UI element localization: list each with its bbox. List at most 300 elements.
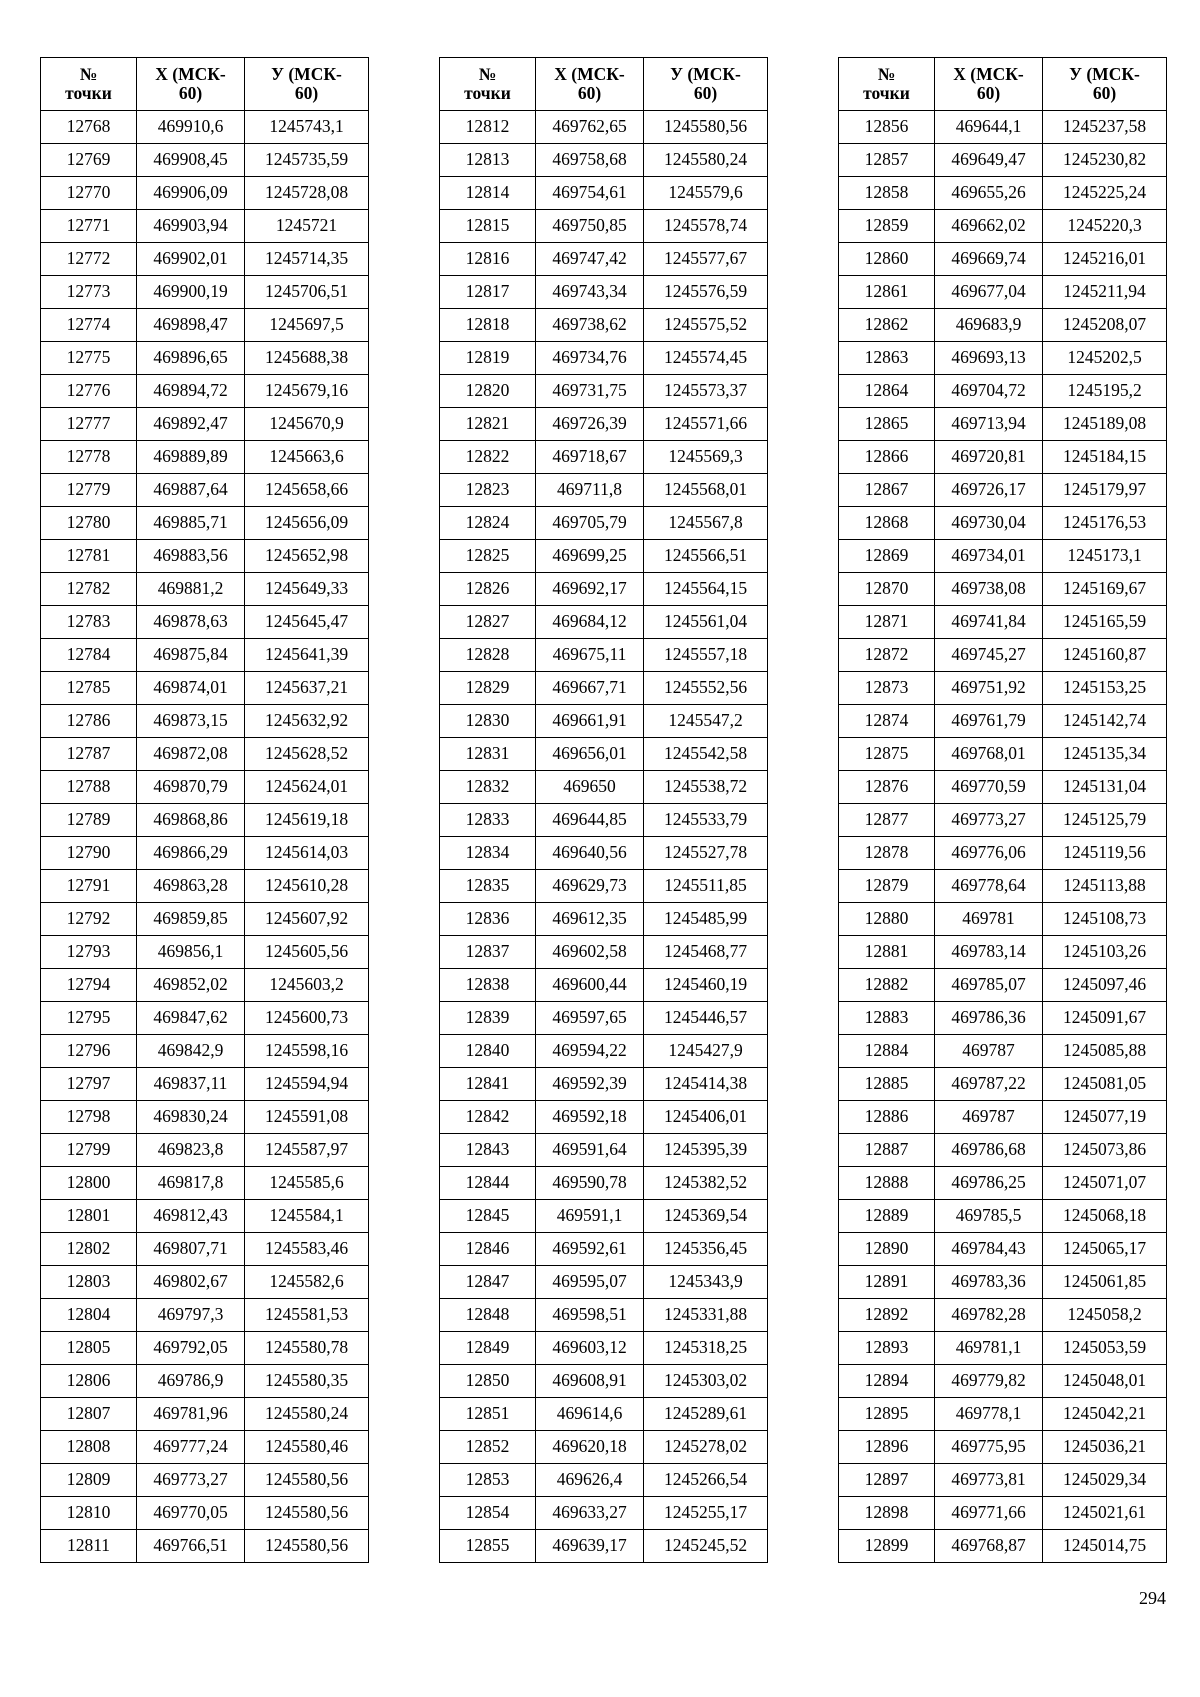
point-number-cell: 12835 bbox=[440, 870, 536, 903]
point-number-cell: 12801 bbox=[41, 1200, 137, 1233]
table-row bbox=[41, 342, 369, 375]
x-coordinate-cell: 469655,26 bbox=[935, 177, 1043, 210]
y-coordinate-cell: 1245582,6 bbox=[245, 1266, 369, 1299]
point-number-cell: 12831 bbox=[440, 738, 536, 771]
point-number-cell: 12862 bbox=[839, 309, 935, 342]
x-coordinate-cell: 469738,62 bbox=[536, 309, 644, 342]
point-number-cell: 12825 bbox=[440, 540, 536, 573]
y-coordinate-cell: 1245237,58 bbox=[1043, 111, 1167, 144]
point-number-cell: 12855 bbox=[440, 1530, 536, 1563]
y-coordinate-cell: 1245179,97 bbox=[1043, 474, 1167, 507]
table-row bbox=[839, 1299, 1167, 1332]
y-coordinate-cell: 1245527,78 bbox=[644, 837, 768, 870]
x-coordinate-cell: 469910,6 bbox=[137, 111, 245, 144]
point-number-cell: 12769 bbox=[41, 144, 137, 177]
point-number-cell: 12897 bbox=[839, 1464, 935, 1497]
y-coordinate-cell: 1245125,79 bbox=[1043, 804, 1167, 837]
point-number-cell: 12844 bbox=[440, 1167, 536, 1200]
x-coordinate-cell: 469883,56 bbox=[137, 540, 245, 573]
point-number-cell: 12832 bbox=[440, 771, 536, 804]
table-row bbox=[41, 705, 369, 738]
point-number-cell: 12864 bbox=[839, 375, 935, 408]
x-coordinate-cell: 469775,95 bbox=[935, 1431, 1043, 1464]
y-coordinate-cell: 1245697,5 bbox=[245, 309, 369, 342]
point-number-cell: 12773 bbox=[41, 276, 137, 309]
y-coordinate-cell: 1245577,67 bbox=[644, 243, 768, 276]
y-coordinate-cell: 1245173,1 bbox=[1043, 540, 1167, 573]
x-coordinate-cell: 469786,36 bbox=[935, 1002, 1043, 1035]
table-row bbox=[839, 1035, 1167, 1068]
x-coordinate-cell: 469807,71 bbox=[137, 1233, 245, 1266]
y-coordinate-cell: 1245091,67 bbox=[1043, 1002, 1167, 1035]
table-row bbox=[839, 804, 1167, 837]
point-number-cell: 12879 bbox=[839, 870, 935, 903]
table-row bbox=[440, 837, 768, 870]
y-coordinate-cell: 1245542,58 bbox=[644, 738, 768, 771]
point-number-cell: 12790 bbox=[41, 837, 137, 870]
table-row bbox=[41, 936, 369, 969]
point-number-cell: 12882 bbox=[839, 969, 935, 1002]
x-coordinate-cell: 469656,01 bbox=[536, 738, 644, 771]
y-coordinate-cell: 1245552,56 bbox=[644, 672, 768, 705]
y-coordinate-cell: 1245567,8 bbox=[644, 507, 768, 540]
y-coordinate-cell: 1245670,9 bbox=[245, 408, 369, 441]
x-coordinate-cell: 469776,06 bbox=[935, 837, 1043, 870]
y-coordinate-cell: 1245065,17 bbox=[1043, 1233, 1167, 1266]
x-coordinate-cell: 469602,58 bbox=[536, 936, 644, 969]
y-coordinate-cell: 1245278,02 bbox=[644, 1431, 768, 1464]
point-number-cell: 12785 bbox=[41, 672, 137, 705]
table-row bbox=[41, 1365, 369, 1398]
point-number-cell: 12772 bbox=[41, 243, 137, 276]
table-row bbox=[41, 1101, 369, 1134]
x-coordinate-cell: 469734,76 bbox=[536, 342, 644, 375]
table-row bbox=[41, 309, 369, 342]
x-coordinate-cell: 469802,67 bbox=[137, 1266, 245, 1299]
x-coordinate-cell: 469785,07 bbox=[935, 969, 1043, 1002]
x-coordinate-cell: 469781 bbox=[935, 903, 1043, 936]
y-coordinate-cell: 1245571,66 bbox=[644, 408, 768, 441]
point-number-cell: 12890 bbox=[839, 1233, 935, 1266]
y-coordinate-cell: 1245580,35 bbox=[245, 1365, 369, 1398]
y-coordinate-cell: 1245652,98 bbox=[245, 540, 369, 573]
point-number-cell: 12813 bbox=[440, 144, 536, 177]
point-number-cell: 12841 bbox=[440, 1068, 536, 1101]
table-row bbox=[440, 1002, 768, 1035]
y-coordinate-cell: 1245184,15 bbox=[1043, 441, 1167, 474]
point-number-cell: 12774 bbox=[41, 309, 137, 342]
table-row bbox=[440, 1398, 768, 1431]
point-number-cell: 12830 bbox=[440, 705, 536, 738]
x-coordinate-cell: 469885,71 bbox=[137, 507, 245, 540]
y-coordinate-cell: 1245036,21 bbox=[1043, 1431, 1167, 1464]
x-coordinate-cell: 469718,67 bbox=[536, 441, 644, 474]
table-row bbox=[440, 705, 768, 738]
table-row bbox=[440, 1167, 768, 1200]
y-coordinate-cell: 1245202,5 bbox=[1043, 342, 1167, 375]
y-coordinate-cell: 1245587,97 bbox=[245, 1134, 369, 1167]
x-coordinate-cell: 469782,28 bbox=[935, 1299, 1043, 1332]
x-coordinate-cell: 469726,17 bbox=[935, 474, 1043, 507]
y-coordinate-cell: 1245663,6 bbox=[245, 441, 369, 474]
y-coordinate-cell: 1245580,56 bbox=[245, 1497, 369, 1530]
point-number-cell: 12829 bbox=[440, 672, 536, 705]
table-row bbox=[839, 1332, 1167, 1365]
y-coordinate-cell: 1245578,74 bbox=[644, 210, 768, 243]
table-row bbox=[41, 837, 369, 870]
y-coordinate-cell: 1245706,51 bbox=[245, 276, 369, 309]
table-row bbox=[440, 804, 768, 837]
point-number-cell: 12867 bbox=[839, 474, 935, 507]
point-number-cell: 12800 bbox=[41, 1167, 137, 1200]
column-header-point-number: № точки bbox=[41, 58, 137, 111]
table-row bbox=[41, 870, 369, 903]
y-coordinate-cell: 1245230,82 bbox=[1043, 144, 1167, 177]
x-coordinate-cell: 469612,35 bbox=[536, 903, 644, 936]
table-row bbox=[839, 1431, 1167, 1464]
table-row bbox=[440, 1530, 768, 1563]
point-number-cell: 12789 bbox=[41, 804, 137, 837]
x-coordinate-cell: 469745,27 bbox=[935, 639, 1043, 672]
table-row bbox=[440, 540, 768, 573]
y-coordinate-cell: 1245189,08 bbox=[1043, 408, 1167, 441]
y-coordinate-cell: 1245561,04 bbox=[644, 606, 768, 639]
x-coordinate-cell: 469661,91 bbox=[536, 705, 644, 738]
point-number-cell: 12870 bbox=[839, 573, 935, 606]
point-number-cell: 12856 bbox=[839, 111, 935, 144]
y-coordinate-cell: 1245575,52 bbox=[644, 309, 768, 342]
x-coordinate-cell: 469894,72 bbox=[137, 375, 245, 408]
point-number-cell: 12816 bbox=[440, 243, 536, 276]
y-coordinate-cell: 1245533,79 bbox=[644, 804, 768, 837]
x-coordinate-cell: 469770,59 bbox=[935, 771, 1043, 804]
x-coordinate-cell: 469677,04 bbox=[935, 276, 1043, 309]
table-row bbox=[440, 672, 768, 705]
x-coordinate-cell: 469743,34 bbox=[536, 276, 644, 309]
y-coordinate-cell: 1245624,01 bbox=[245, 771, 369, 804]
point-number-cell: 12887 bbox=[839, 1134, 935, 1167]
point-number-cell: 12782 bbox=[41, 573, 137, 606]
table-row bbox=[839, 1167, 1167, 1200]
y-coordinate-cell: 1245225,24 bbox=[1043, 177, 1167, 210]
table-row bbox=[440, 771, 768, 804]
table-row bbox=[839, 540, 1167, 573]
y-coordinate-cell: 1245594,94 bbox=[245, 1068, 369, 1101]
table-row bbox=[440, 1497, 768, 1530]
point-number-cell: 12798 bbox=[41, 1101, 137, 1134]
x-coordinate-cell: 469590,78 bbox=[536, 1167, 644, 1200]
x-coordinate-cell: 469786,68 bbox=[935, 1134, 1043, 1167]
y-coordinate-cell: 1245658,66 bbox=[245, 474, 369, 507]
x-coordinate-cell: 469592,61 bbox=[536, 1233, 644, 1266]
x-coordinate-cell: 469868,86 bbox=[137, 804, 245, 837]
y-coordinate-cell: 1245085,88 bbox=[1043, 1035, 1167, 1068]
x-coordinate-cell: 469866,29 bbox=[137, 837, 245, 870]
table-row bbox=[41, 771, 369, 804]
table-row bbox=[41, 1200, 369, 1233]
x-coordinate-cell: 469830,24 bbox=[137, 1101, 245, 1134]
table-row bbox=[839, 342, 1167, 375]
point-number-cell: 12857 bbox=[839, 144, 935, 177]
y-coordinate-cell: 1245266,54 bbox=[644, 1464, 768, 1497]
x-coordinate-cell: 469758,68 bbox=[536, 144, 644, 177]
point-number-cell: 12850 bbox=[440, 1365, 536, 1398]
point-number-cell: 12776 bbox=[41, 375, 137, 408]
x-coordinate-cell: 469812,43 bbox=[137, 1200, 245, 1233]
y-coordinate-cell: 1245637,21 bbox=[245, 672, 369, 705]
table-row bbox=[440, 1431, 768, 1464]
point-number-cell: 12863 bbox=[839, 342, 935, 375]
point-number-cell: 12892 bbox=[839, 1299, 935, 1332]
y-coordinate-cell: 1245053,59 bbox=[1043, 1332, 1167, 1365]
table-row bbox=[839, 1266, 1167, 1299]
table-row bbox=[41, 1068, 369, 1101]
point-number-cell: 12804 bbox=[41, 1299, 137, 1332]
table-row bbox=[41, 1134, 369, 1167]
y-coordinate-cell: 1245303,02 bbox=[644, 1365, 768, 1398]
table-row bbox=[839, 903, 1167, 936]
y-coordinate-cell: 1245714,35 bbox=[245, 243, 369, 276]
y-coordinate-cell: 1245607,92 bbox=[245, 903, 369, 936]
point-number-cell: 12784 bbox=[41, 639, 137, 672]
point-number-cell: 12895 bbox=[839, 1398, 935, 1431]
table-row bbox=[440, 639, 768, 672]
point-number-cell: 12796 bbox=[41, 1035, 137, 1068]
point-number-cell: 12779 bbox=[41, 474, 137, 507]
table-row bbox=[41, 276, 369, 309]
x-coordinate-cell: 469792,05 bbox=[137, 1332, 245, 1365]
y-coordinate-cell: 1245356,45 bbox=[644, 1233, 768, 1266]
y-coordinate-cell: 1245566,51 bbox=[644, 540, 768, 573]
x-coordinate-cell: 469773,27 bbox=[935, 804, 1043, 837]
table-row bbox=[839, 1101, 1167, 1134]
x-coordinate-cell: 469797,3 bbox=[137, 1299, 245, 1332]
table-row bbox=[440, 1299, 768, 1332]
point-number-cell: 12878 bbox=[839, 837, 935, 870]
y-coordinate-cell: 1245153,25 bbox=[1043, 672, 1167, 705]
y-coordinate-cell: 1245061,85 bbox=[1043, 1266, 1167, 1299]
y-coordinate-cell: 1245591,08 bbox=[245, 1101, 369, 1134]
table-row bbox=[839, 507, 1167, 540]
point-number-cell: 12840 bbox=[440, 1035, 536, 1068]
table-row bbox=[440, 1233, 768, 1266]
x-coordinate-cell: 469747,42 bbox=[536, 243, 644, 276]
table-row bbox=[440, 177, 768, 210]
point-number-cell: 12880 bbox=[839, 903, 935, 936]
table-row bbox=[41, 903, 369, 936]
y-coordinate-cell: 1245255,17 bbox=[644, 1497, 768, 1530]
table-row bbox=[440, 1035, 768, 1068]
x-coordinate-cell: 469787,22 bbox=[935, 1068, 1043, 1101]
point-number-cell: 12792 bbox=[41, 903, 137, 936]
x-coordinate-cell: 469730,04 bbox=[935, 507, 1043, 540]
column-header-point-number: № точки bbox=[839, 58, 935, 111]
x-coordinate-cell: 469640,56 bbox=[536, 837, 644, 870]
table-row bbox=[839, 606, 1167, 639]
point-number-cell: 12871 bbox=[839, 606, 935, 639]
x-coordinate-cell: 469892,47 bbox=[137, 408, 245, 441]
x-coordinate-cell: 469591,1 bbox=[536, 1200, 644, 1233]
point-number-cell: 12860 bbox=[839, 243, 935, 276]
table-row bbox=[839, 639, 1167, 672]
x-coordinate-cell: 469856,1 bbox=[137, 936, 245, 969]
y-coordinate-cell: 1245160,87 bbox=[1043, 639, 1167, 672]
x-coordinate-cell: 469649,47 bbox=[935, 144, 1043, 177]
y-coordinate-cell: 1245605,56 bbox=[245, 936, 369, 969]
point-number-cell: 12788 bbox=[41, 771, 137, 804]
point-number-cell: 12845 bbox=[440, 1200, 536, 1233]
point-number-cell: 12868 bbox=[839, 507, 935, 540]
x-coordinate-cell: 469852,02 bbox=[137, 969, 245, 1002]
point-number-cell: 12814 bbox=[440, 177, 536, 210]
y-coordinate-cell: 1245564,15 bbox=[644, 573, 768, 606]
point-number-cell: 12778 bbox=[41, 441, 137, 474]
table-row bbox=[440, 738, 768, 771]
x-coordinate-cell: 469859,85 bbox=[137, 903, 245, 936]
point-number-cell: 12837 bbox=[440, 936, 536, 969]
point-number-cell: 12839 bbox=[440, 1002, 536, 1035]
x-coordinate-cell: 469705,79 bbox=[536, 507, 644, 540]
table-row bbox=[839, 1464, 1167, 1497]
column-header-x-coordinate: Х (МСК- 60) bbox=[935, 58, 1043, 111]
y-coordinate-cell: 1245583,46 bbox=[245, 1233, 369, 1266]
point-number-cell: 12787 bbox=[41, 738, 137, 771]
x-coordinate-cell: 469768,87 bbox=[935, 1530, 1043, 1563]
point-number-cell: 12822 bbox=[440, 441, 536, 474]
table-row bbox=[839, 1134, 1167, 1167]
coordinates-table-1 bbox=[40, 57, 369, 1563]
y-coordinate-cell: 1245568,01 bbox=[644, 474, 768, 507]
y-coordinate-cell: 1245169,67 bbox=[1043, 573, 1167, 606]
table-row bbox=[440, 606, 768, 639]
x-coordinate-cell: 469620,18 bbox=[536, 1431, 644, 1464]
x-coordinate-cell: 469889,89 bbox=[137, 441, 245, 474]
table-row bbox=[440, 1101, 768, 1134]
y-coordinate-cell: 1245131,04 bbox=[1043, 771, 1167, 804]
point-number-cell: 12797 bbox=[41, 1068, 137, 1101]
x-coordinate-cell: 469847,62 bbox=[137, 1002, 245, 1035]
table-row bbox=[839, 111, 1167, 144]
table-row bbox=[839, 969, 1167, 1002]
table-row bbox=[839, 309, 1167, 342]
x-coordinate-cell: 469592,39 bbox=[536, 1068, 644, 1101]
x-coordinate-cell: 469699,25 bbox=[536, 540, 644, 573]
y-coordinate-cell: 1245743,1 bbox=[245, 111, 369, 144]
y-coordinate-cell: 1245343,9 bbox=[644, 1266, 768, 1299]
x-coordinate-cell: 469738,08 bbox=[935, 573, 1043, 606]
y-coordinate-cell: 1245113,88 bbox=[1043, 870, 1167, 903]
point-number-cell: 12877 bbox=[839, 804, 935, 837]
table-row bbox=[440, 969, 768, 1002]
table-header-row bbox=[41, 58, 369, 111]
y-coordinate-cell: 1245195,2 bbox=[1043, 375, 1167, 408]
y-coordinate-cell: 1245048,01 bbox=[1043, 1365, 1167, 1398]
y-coordinate-cell: 1245585,6 bbox=[245, 1167, 369, 1200]
y-coordinate-cell: 1245538,72 bbox=[644, 771, 768, 804]
table-row bbox=[41, 1233, 369, 1266]
x-coordinate-cell: 469781,1 bbox=[935, 1332, 1043, 1365]
y-coordinate-cell: 1245679,16 bbox=[245, 375, 369, 408]
y-coordinate-cell: 1245547,2 bbox=[644, 705, 768, 738]
y-coordinate-cell: 1245656,09 bbox=[245, 507, 369, 540]
table-row bbox=[440, 507, 768, 540]
table-row bbox=[839, 243, 1167, 276]
x-coordinate-cell: 469906,09 bbox=[137, 177, 245, 210]
point-number-cell: 12865 bbox=[839, 408, 935, 441]
y-coordinate-cell: 1245058,2 bbox=[1043, 1299, 1167, 1332]
point-number-cell: 12885 bbox=[839, 1068, 935, 1101]
point-number-cell: 12873 bbox=[839, 672, 935, 705]
y-coordinate-cell: 1245021,61 bbox=[1043, 1497, 1167, 1530]
point-number-cell: 12898 bbox=[839, 1497, 935, 1530]
table-row bbox=[41, 672, 369, 705]
table-row bbox=[440, 210, 768, 243]
table-row bbox=[839, 573, 1167, 606]
x-coordinate-cell: 469667,71 bbox=[536, 672, 644, 705]
x-coordinate-cell: 469842,9 bbox=[137, 1035, 245, 1068]
x-coordinate-cell: 469751,92 bbox=[935, 672, 1043, 705]
point-number-cell: 12836 bbox=[440, 903, 536, 936]
table-row bbox=[41, 1431, 369, 1464]
y-coordinate-cell: 1245645,47 bbox=[245, 606, 369, 639]
x-coordinate-cell: 469608,91 bbox=[536, 1365, 644, 1398]
point-number-cell: 12893 bbox=[839, 1332, 935, 1365]
point-number-cell: 12847 bbox=[440, 1266, 536, 1299]
x-coordinate-cell: 469720,81 bbox=[935, 441, 1043, 474]
x-coordinate-cell: 469902,01 bbox=[137, 243, 245, 276]
y-coordinate-cell: 1245369,54 bbox=[644, 1200, 768, 1233]
x-coordinate-cell: 469711,8 bbox=[536, 474, 644, 507]
y-coordinate-cell: 1245395,39 bbox=[644, 1134, 768, 1167]
table-row bbox=[839, 870, 1167, 903]
table-row bbox=[839, 408, 1167, 441]
table-row bbox=[440, 1134, 768, 1167]
point-number-cell: 12812 bbox=[440, 111, 536, 144]
point-number-cell: 12881 bbox=[839, 936, 935, 969]
table-row bbox=[440, 309, 768, 342]
point-number-cell: 12826 bbox=[440, 573, 536, 606]
x-coordinate-cell: 469761,79 bbox=[935, 705, 1043, 738]
x-coordinate-cell: 469684,12 bbox=[536, 606, 644, 639]
table-row bbox=[839, 441, 1167, 474]
point-number-cell: 12858 bbox=[839, 177, 935, 210]
x-coordinate-cell: 469750,85 bbox=[536, 210, 644, 243]
y-coordinate-cell: 1245119,56 bbox=[1043, 837, 1167, 870]
table-row bbox=[440, 870, 768, 903]
point-number-cell: 12809 bbox=[41, 1464, 137, 1497]
x-coordinate-cell: 469734,01 bbox=[935, 540, 1043, 573]
y-coordinate-cell: 1245728,08 bbox=[245, 177, 369, 210]
table-row bbox=[839, 936, 1167, 969]
point-number-cell: 12874 bbox=[839, 705, 935, 738]
table-row bbox=[440, 243, 768, 276]
point-number-cell: 12875 bbox=[839, 738, 935, 771]
y-coordinate-cell: 1245414,38 bbox=[644, 1068, 768, 1101]
table-row bbox=[440, 441, 768, 474]
point-number-cell: 12805 bbox=[41, 1332, 137, 1365]
table-row bbox=[41, 804, 369, 837]
table-row bbox=[41, 243, 369, 276]
column-header-y-coordinate: У (МСК- 60) bbox=[245, 58, 369, 111]
x-coordinate-cell: 469779,82 bbox=[935, 1365, 1043, 1398]
page-number: 294 bbox=[1139, 1588, 1166, 1608]
table-row bbox=[839, 1233, 1167, 1266]
point-number-cell: 12872 bbox=[839, 639, 935, 672]
table-row bbox=[440, 1200, 768, 1233]
table-row bbox=[41, 177, 369, 210]
table-row bbox=[41, 573, 369, 606]
y-coordinate-cell: 1245135,34 bbox=[1043, 738, 1167, 771]
